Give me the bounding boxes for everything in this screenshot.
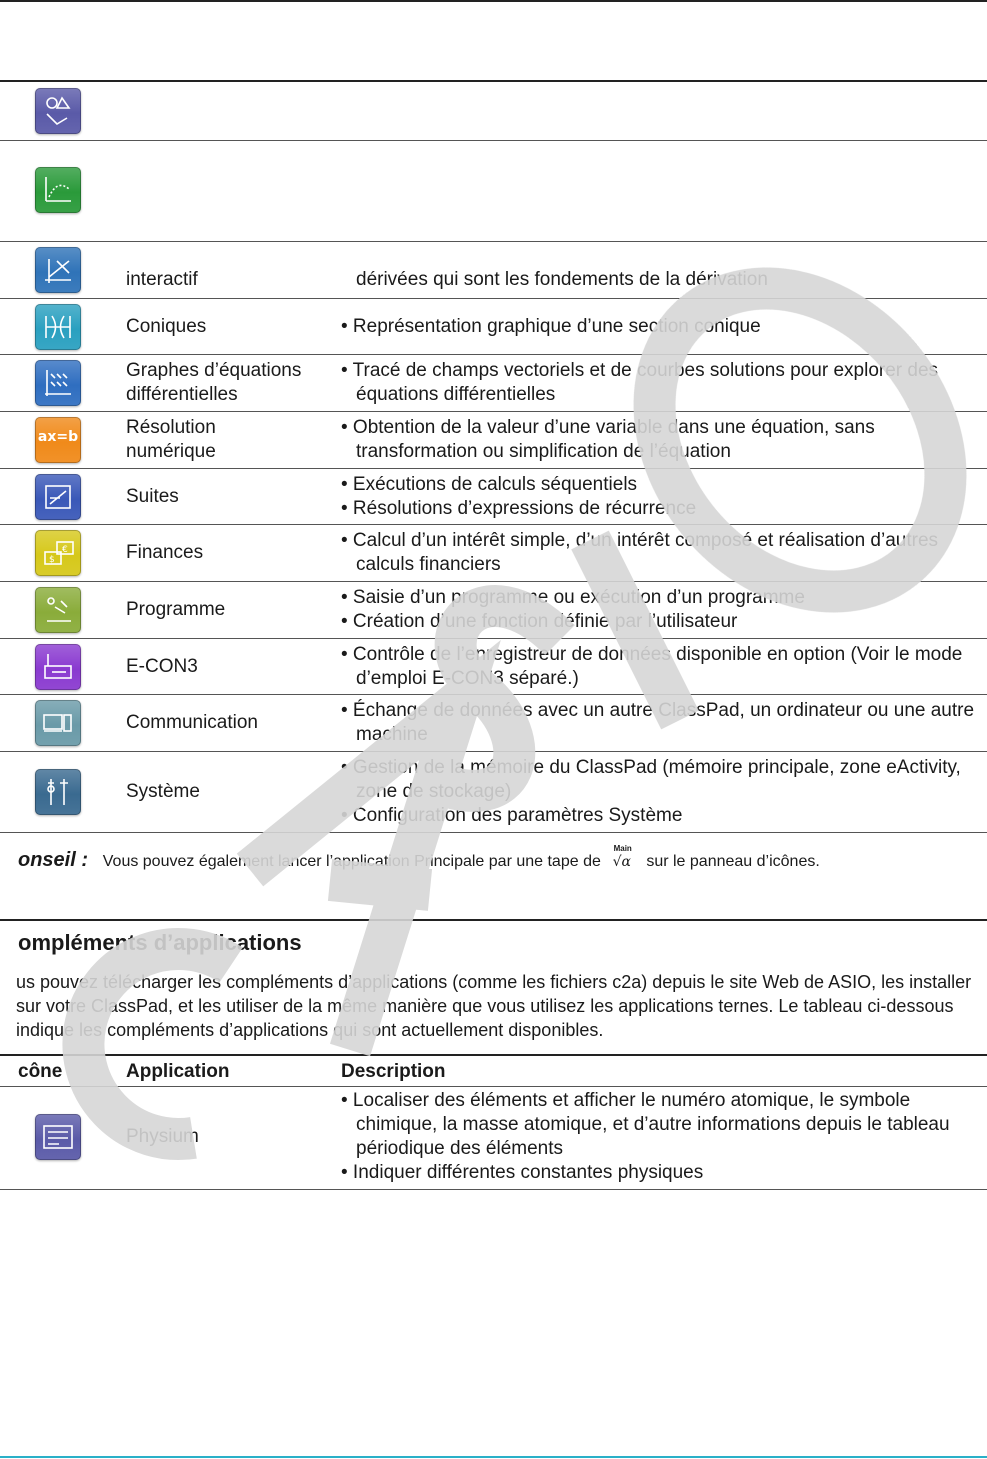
app-description <box>341 416 981 464</box>
app-name <box>126 598 326 622</box>
app-name-line: Programme <box>126 599 226 620</box>
table-row <box>0 1085 987 1190</box>
app-name-line: Physium <box>126 1126 199 1147</box>
main-key-icon <box>612 844 636 870</box>
finance-icon <box>35 530 81 576</box>
program-icon <box>35 587 81 633</box>
econ3-icon <box>35 644 81 690</box>
numsolve-icon <box>35 417 81 463</box>
app-name <box>126 711 326 735</box>
description-line: • Gestion de la mémoire du ClassPad (mémoire principale, zone eActivity, zone de stockage) <box>341 757 961 802</box>
table-row <box>0 582 987 639</box>
description-line: • Indiquer différentes constantes physiques <box>341 1162 704 1183</box>
header-icon: cône <box>18 1061 63 1082</box>
table-row <box>0 299 987 355</box>
description-line: • Création d’une fonction définie par l’utilisateur <box>341 611 738 632</box>
header-description: Description <box>341 1061 446 1082</box>
app-name-line: numérique <box>126 441 216 462</box>
tip-text-after: sur le panneau d’icônes. <box>646 853 820 870</box>
app-name-line: Finances <box>126 542 204 563</box>
graph-icon <box>35 167 81 213</box>
main-key-symbol: √α <box>612 854 631 870</box>
app-name-line: Suites <box>126 486 179 507</box>
system-icon <box>35 769 81 815</box>
app-name <box>126 655 326 679</box>
table-row <box>0 525 987 582</box>
app-description <box>341 643 981 691</box>
section-paragraph: us pouvez télécharger les compléments d’applications (comme les fichiers c2a) depuis le site Web de ASIO, les installer sur votre ClassPad, et les utiliser de la même manière que vous utilisez les applications ternes. Le tableau ci-dessous indique les compléments d’applications qui sont actuellement disponibles. <box>16 972 972 1040</box>
description-line: • Tracé de champs vectoriels et de courbes solutions pour explorer des équations différentielles <box>341 360 939 405</box>
geometry-icon <box>35 88 81 134</box>
description-line: • Localiser des éléments et afficher le numéro atomique, le symbole chimique, la masse atomique, et d’autre informations depuis le tableau périodique des éléments <box>341 1090 950 1159</box>
app-name <box>126 1125 326 1149</box>
app-name-line: Graphes d’équations <box>126 360 302 381</box>
app-name <box>126 780 326 804</box>
table-row <box>0 639 987 695</box>
description-line: • Résolutions d’expressions de récurrence <box>341 498 697 519</box>
addins-table-header <box>0 1054 987 1087</box>
app-name-line: différentielles <box>126 384 238 405</box>
description-line: • Représentation graphique d’une section conique <box>341 316 761 337</box>
app-name-line: interactif <box>126 269 198 290</box>
tip-label: onseil : <box>18 849 89 871</box>
sequence-icon <box>35 474 81 520</box>
description-line: dérivées qui sont les fondements de la dérivation <box>356 269 768 290</box>
table-row <box>0 695 987 752</box>
app-name <box>126 315 326 339</box>
app-name <box>126 485 326 509</box>
app-name-line: Système <box>126 781 200 802</box>
icon-label: ax=b <box>37 429 79 445</box>
app-name <box>126 541 326 565</box>
description-line: • Obtention de la valeur d’une variable dans une équation, sans transformation ou simplification de l’équation <box>341 417 875 462</box>
header-application: Application <box>126 1061 230 1082</box>
table-row <box>0 139 987 242</box>
app-name <box>126 359 326 407</box>
app-description <box>341 359 981 407</box>
app-name-line: E-CON3 <box>126 656 198 677</box>
table-row <box>0 355 987 412</box>
app-description <box>341 586 981 634</box>
description-line: • Calcul d’un intérêt simple, d’un intérêt composé et réalisation d’autres calculs financiers <box>341 530 939 575</box>
description-line: • Configuration des paramètres Système <box>341 805 683 826</box>
interactive-graph-icon <box>35 247 81 293</box>
table-row <box>0 412 987 469</box>
app-description <box>341 699 981 747</box>
app-description <box>341 1089 981 1185</box>
svg-text:€: € <box>62 545 68 555</box>
app-description <box>341 473 981 521</box>
diff-equation-icon <box>35 360 81 406</box>
app-description <box>341 756 981 828</box>
app-name <box>126 268 326 292</box>
app-name <box>126 416 326 464</box>
svg-text:$: $ <box>49 555 55 565</box>
communication-icon <box>35 700 81 746</box>
description-line: • Exécutions de calculs séquentiels <box>341 474 638 495</box>
conics-icon <box>35 304 81 350</box>
tip-note <box>18 844 820 872</box>
app-name-line: Résolution <box>126 417 216 438</box>
app-description <box>341 529 981 577</box>
table-row <box>0 80 987 141</box>
description-line: • Saisie d’un programme ou exécution d’un programme <box>341 587 805 608</box>
top-rule <box>0 0 987 2</box>
app-name-line: Coniques <box>126 316 207 337</box>
description-line: • Contrôle de l’enregistreur de données disponible en option (Voir le mode d’emploi E-CON3 séparé.) <box>341 644 963 689</box>
physium-icon <box>35 1114 81 1160</box>
tip-text-before: Vous pouvez également lancer l’application Principale par une tape de <box>102 853 601 870</box>
app-description <box>341 268 981 292</box>
description-line: • Échange de données avec un autre ClassPad, un ordinateur ou une autre machine <box>341 700 975 745</box>
table-row <box>0 752 987 833</box>
main-key-label: Main <box>613 844 632 853</box>
section-rule <box>0 919 987 921</box>
bottom-rule <box>0 1456 987 1458</box>
app-description <box>341 315 981 339</box>
app-name-line: Communication <box>126 712 258 733</box>
section-heading: ompléments d’applications <box>18 930 302 955</box>
table-row <box>0 242 987 299</box>
table-row <box>0 469 987 525</box>
